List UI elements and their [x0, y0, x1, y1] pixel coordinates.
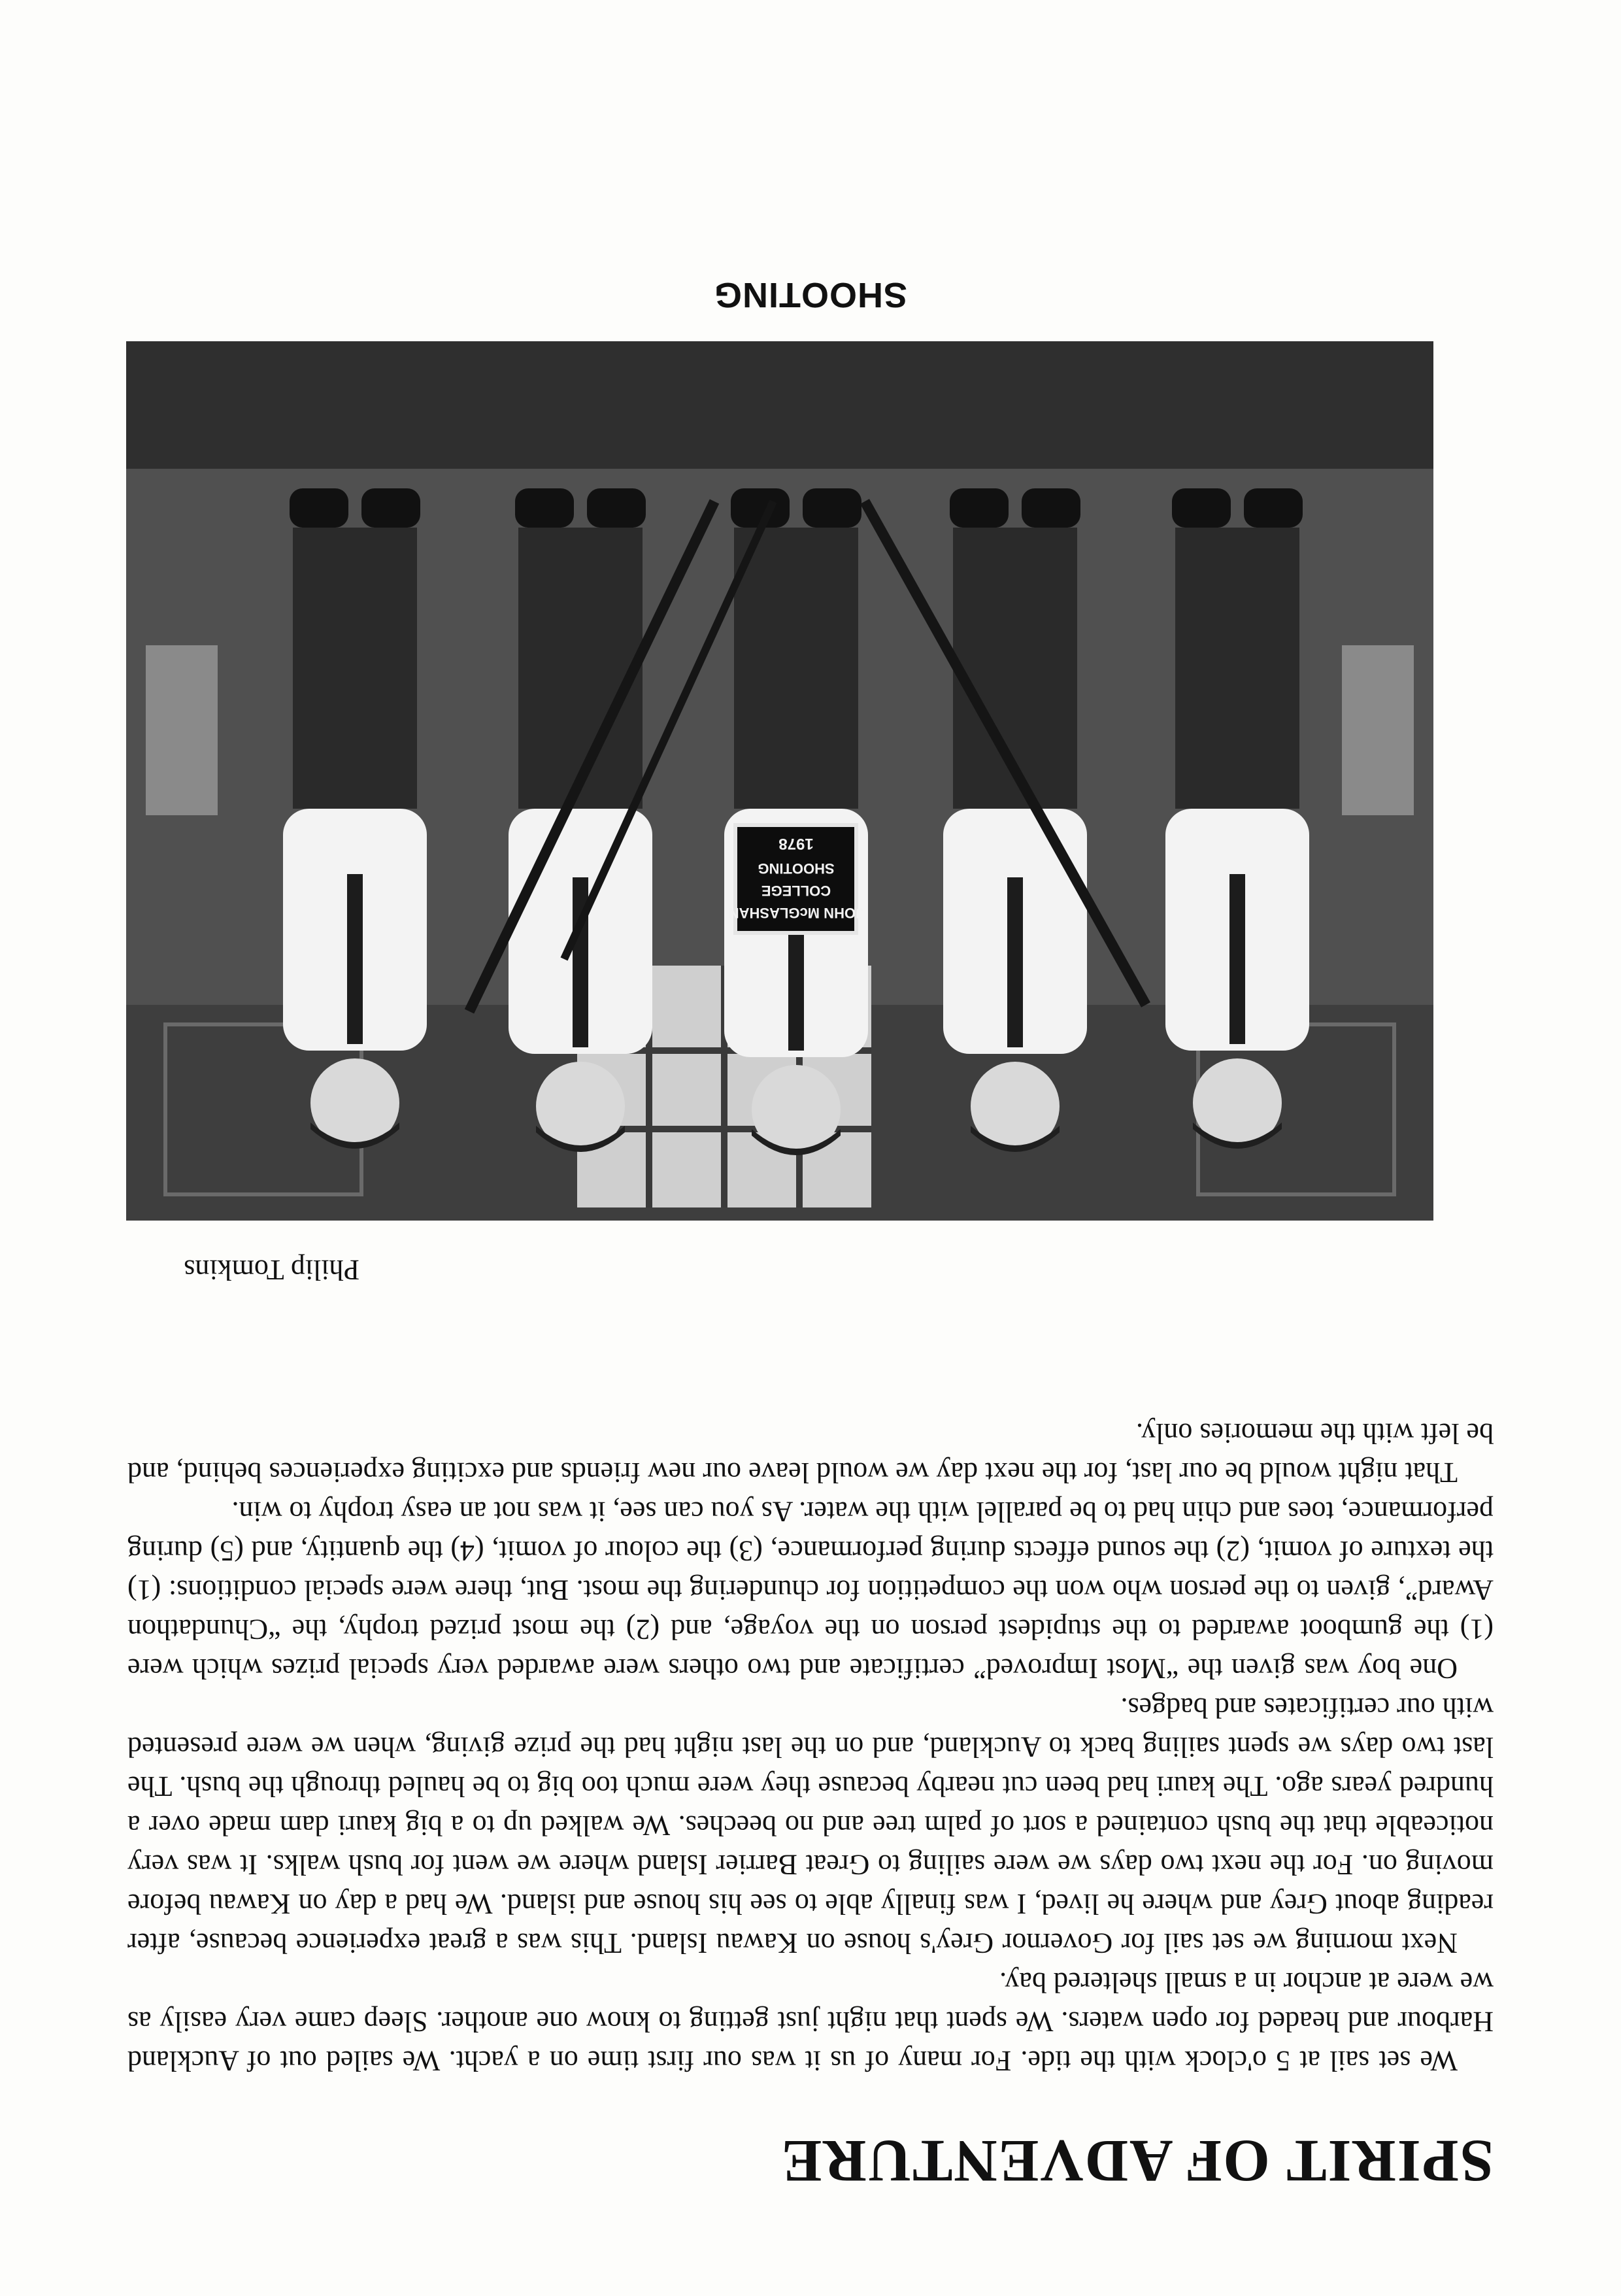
placard-line-4: 1978 [778, 835, 814, 853]
placard-line-1: JOHN McGLASHAN [728, 905, 864, 921]
paragraph-1: We set sail at 5 o'clock with the tide. For many of us it was our first time on a yacht. We sailed out of Auckland Harbour and headed for open waters. We spent that night just getting to know one another. Sleep came very easily as we were at anchor in a small sheltered bay. [127, 1967, 1494, 2077]
person-3 [724, 488, 868, 1155]
article-body [127, 1413, 1494, 2080]
trophy-placard [729, 825, 864, 933]
placard-line-2: COLLEGE [761, 883, 831, 899]
paragraph-2: Next morning we set sail for Governor Grey's house on Kawau Island. This was a great experience because, after reading about Grey and where he lived, I was finally able to see his house and island. We had a day on Kawau before moving on. For the next two days we were sailing to Great Barrier Island where we went for bush walks. It was very noticeable that the bush contained a sort of palm tree and no beeches. We walked up to a big kauri dam made over a hundred years ago. The kauri had been cut nearby because they were much too big to be hauled through the bush. The last two days we spent sailing back to Auckland, and on the last night had the prize giving, when we were presented with our certificates and badges. [127, 1692, 1494, 1959]
author-name: Philip Tomkins [184, 1254, 359, 1286]
photo-caption: SHOOTING [714, 275, 908, 314]
team-photo [126, 341, 1433, 1221]
person-5 [283, 488, 427, 1149]
placard-line-3: SHOOTING [758, 860, 835, 877]
person-2 [943, 488, 1087, 1152]
person-1 [1165, 488, 1309, 1149]
paragraph-3: One boy was given the “Most Improved” certificate and two others were awarded very special prizes which were (1) the gumboot awarded to the stupidest person on the voyage, and (2) the most prized trophy, the “Chundathon Award”, given to the person who won the competition for chundering the most. But, there were special conditions: (1) the texture of vomit, (2) the sound effects during performance, (3) the colour of vomit, (4) the quantity, and (5) during performance, toes and chin had to be parallel with the water. As you can see, it was not an easy trophy to win. [127, 1496, 1494, 1685]
photo-illustration [126, 341, 1433, 1221]
article-title: SPIRIT OF ADVENTURE [780, 2128, 1494, 2195]
paragraph-4: That night would be our last, for the next day we would leave our new friends and exciting experiences behind, and be left with the memories only. [127, 1417, 1494, 1489]
